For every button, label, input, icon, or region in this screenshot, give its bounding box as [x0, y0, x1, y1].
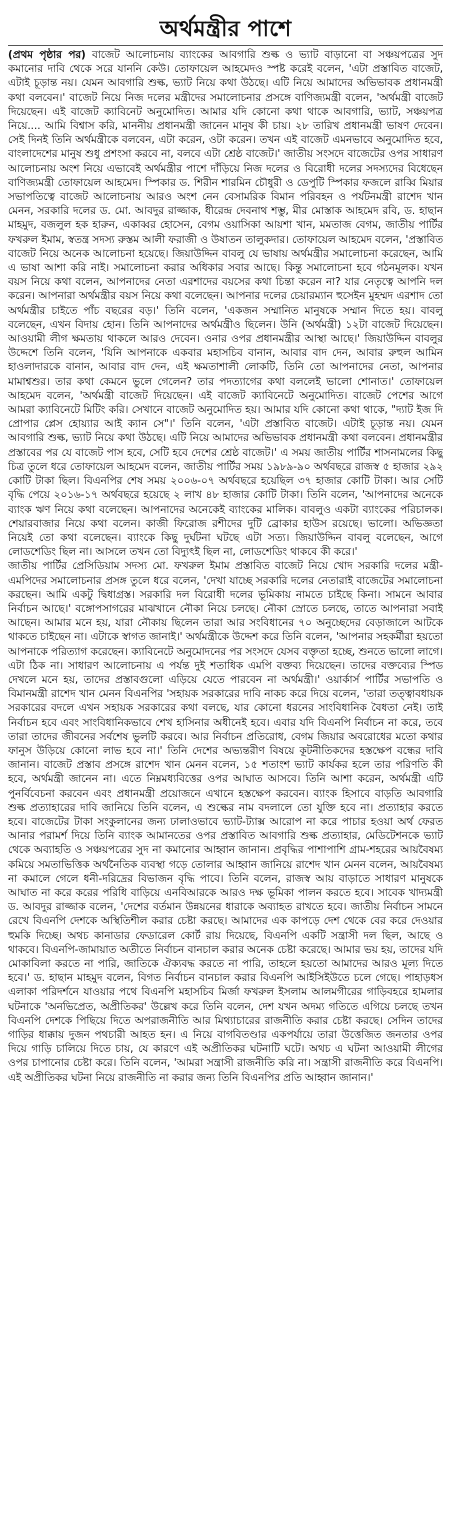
- article-paragraph-1: [8, 48, 443, 559]
- headline-divider: [8, 45, 443, 46]
- article-body: [8, 48, 443, 1524]
- cropped-top-strip: [8, 0, 443, 12]
- paragraph-text-1: বাজেট আলোচনায় ব্যাংকের আবগারি শুল্ক ও ভ্যাট বাড়ানো বা সঞ্চয়পত্রের সুদ কমানোর দাবি থেকে সরে যাননি কেউ। তোফায়েল আহমেদও স্পষ্ট করেই বলেন, 'এটা প্রস্তাবিত বাজেট, এটাই চূড়ান্ত নয়। যেমন আবগারি শুল্ক, ভ্যাট নিয়ে কথা উঠছে। এটি নিয়ে আমাদের অভিভাবক প্রধানমন্ত্রী কথা বলবেন।' বাজেট নিয়ে নিজ দলের মন্ত্রীদের সমালোচনার প্রসঙ্গে বাণিজ্যমন্ত্রী বলেন, 'অর্থমন্ত্রী বাজেট দিয়েছেন। এই বাজেট ক্যাবিনেট অনুমোদিত। আমার যদি কোনো কথা থাকে আবগারি, ভ্যাট, সঞ্চয়পত্র নিয়ে.... আমি বিশ্বাস করি, মাননীয় প্রধানমন্ত্রী জানেন মানুষ কী চায়। ২৮ তারিখ প্রধানমন্ত্রী ভাষণ দেবেন। সেই দিনই তিনি অর্থমন্ত্রীকে বলবেন, এটা করেন, ওটা করেন। তখন এই বাজেট এমনভাবে অনুমোদিত হবে, বাংলাদেশের মানুষ শুধু প্রশংসা করবে না, বলবে এটা শ্রেষ্ঠ বাজেট।' জাতীয় সংসদে বাজেটের ওপর সাধারণ আলোচনায় অংশ নিয়ে এভাবেই অর্থমন্ত্রীর পাশে দাঁড়িয়ে নিজ দলের ও বিরোধী দলের সদস্যদের বিধেছেন বাণিজ্যমন্ত্রী তোফায়েল আহমেদ। স্পিকার ড. শিরীন শারমিন চৌধুরী ও ডেপুটি স্পিকার ফজলে রাব্বি মিয়ার সভাপতিত্বে বাজেট আলোচনায় আরও অংশ নেন বেসামরিক বিমান পরিবহন ও পর্যটনমন্ত্রী রাশেদ খান মেনন, সরকারি দলের ড. মো. আবদুর রাজ্জাক, ধীরেন্দ্র দেবনাথ শম্ভু, মীর মোস্তাক আহমেদ রবি, ড. হাছান মাহমুদ, বজলুল হক হারুন, একাব্বর হোসেন, বেগম ওয়াসিকা আয়শা খান, মমতাজ বেগম, জাতীয় পার্টির ফখরুল ইমাম, স্বতন্ত্র সদস্য রুস্তম আলী ফরাজী ও উষাতন তালুকদার। তোফায়েল আহমেদ বলেন, 'প্রস্তাবিত বাজেট নিয়ে অনেক আলোচনা হয়েছে। জিয়াউদ্দিন বাবলু যে ভাষায় অর্থমন্ত্রীর সমালোচনা করেছেন, আমি এ ভাষা আশা করি নাই। সমালোচনা করার অধিকার সবার আছে। কিন্তু সমালোচনা হবে গঠনমূলক। যখন বয়স নিয়ে কথা বলেন, আপনাদের নেতা এরশাদের বয়সের কথা চিন্তা করেন না? যার নেতৃত্বে আপনি দল করেন। আপনারা অর্থমন্ত্রীর বয়স নিয়ে কথা বলেছেন। আপনার দলের চেয়ারম্যান হুসেইন মুহম্মদ এরশাদ তো অর্থমন্ত্রীর চাইতে পাঁচ বছরের বড়।' তিনি বলেন, 'একজন সম্মানিত মানুষকে সম্মান দিতে হয়। বাবলু বলেছেন, এখন বিদায় হোন। তিনি আপনাদের অর্থমন্ত্রীও ছিলেন। উনি (অর্থমন্ত্রী) ১২টা বাজেট দিয়েছেন। আওয়ামী লীগ ক্ষমতায় থাকলে আরও দেবেন। ওনার ওপর প্রধানমন্ত্রীর আস্থা আছে।' জিয়াউদ্দিন বাবলুর উদ্দেশে তিনি বলেন, 'যিনি আপনাকে একবার মহাসচিব বানান, আবার বাদ দেন, আবার রুহুল আমিন হাওলাদারকে বানান, আবার বাদ দেন, এই ক্ষমতাশালী লোকটি, তিনি তো আপনাদের নেতা, আপনার মামাশ্বশুর। তার কথা কেমনে ভুলে গেলেন? তার পদত্যাগের কথা বললেই ভালো শোনাত।' তোফায়েল আহমেদ বলেন, 'অর্থমন্ত্রী বাজেট দিয়েছেন। এই বাজেট ক্যাবিনেটে অনুমোদিত। বাজেট পেশের আগে আমরা ক্যাবিনেটে মিটিং করি। সেখানে বাজেট অনুমোদিত হয়। আমার যদি কোনো কথা থাকে, "দ্যাট ইজ দি প্রোপার প্লেস হোয়্যার আই ক্যান সে"।' তিনি বলেন, 'এটা প্রস্তাবিত বাজেট। এটাই চূড়ান্ত নয়। যেমন আবগারি শুল্ক, ভ্যাট নিয়ে কথা উঠছে। এটি নিয়ে আমাদের অভিভাবক প্রধানমন্ত্রী কথা বলবেন। প্রধানমন্ত্রীর প্রস্তাবের পর যে বাজেট পাস হবে, সেটি হবে দেশের শ্রেষ্ঠ বাজেট।' এ সময় জাতীয় পার্টির শাসনামলের কিছু চিত্র তুলে ধরে তোফায়েল আহমেদ বলেন, জাতীয় পার্টির সময় ১৯৮৯-৯০ অর্থবছরে রাজস্ব ৫ হাজার ২৯২ কোটি টাকা ছিল। বিএনপির শেষ সময় ২০০৬-০৭ অর্থবছরে হয়েছিল ৩৭ হাজার কোটি টাকা। আর সেটি বৃদ্ধি পেয়ে ২০১৬-১৭ অর্থবছরে হয়েছে ২ লাখ ৪৮ হাজার কোটি টাকা। তিনি বলেন, 'আপনাদের অনেকে ব্যাংক ঋণ নিয়ে কথা বলেছেন। আপনাদের অনেকেই ব্যাংকের মালিক। বাবলুও একটা ব্যাংকের পরিচালক। শেয়ারবাজার নিয়ে কথা বলেন। কাজী ফিরোজ রশীদের দুটি ব্রোকার হাউস রয়েছে। ভালো। অভিজ্ঞতা নিয়েই তো কথা বলেছেন। ব্যাংকে কিছু দুর্ঘটনা ঘটছে এটা সত্য। জিয়াউদ্দিন বাবলু বলেছেন, আগে লোডশেডিং ছিল না। আসলে তখন তো বিদ্যুৎই ছিল না, লোডশেডিং থাকবে কী করে।': [8, 49, 443, 559]
- paragraph-text-2: জাতীয় পার্টির প্রেসিডিয়াম সদস্য মো. ফখরুল ইমাম প্রস্তাবিত বাজেট নিয়ে খোদ সরকারি দলের মন্ত্রী-এমপিদের সমালোচনার প্রসঙ্গ তুলে ধরে বলেন, 'দেখা যাচ্ছে সরকারি দলের নেতারাই বাজেটের সমালোচনা করছেন। আমি একটু দ্বিধাগ্রস্ত। সরকারি দল বিরোধী দলের ভূমিকায় নামতে চাইছে কিনা। সামনে আবার নির্বাচন আছে।' বঙ্গোপসাগরের মাঝখানে নৌকা নিয়ে চলছে। নৌকা স্রোতে চলছে, তাতে আপনারা সবাই আছেন। আমার মনে হয়, যারা নৌকায় ছিলেন তারা আর সংবিধানের ৭০ অনুচ্ছেদের বেড়াজালে আটকে থাকতে চাইছেন না। এটাকে স্বাগত জানাই।' অর্থমন্ত্রীকে উদ্দেশ করে তিনি বলেন, 'আপনার সহকর্মীরা হয়তো আপনাকে পরিত্যাগ করেছেন। ক্যাবিনেটে অনুমোদনের পর সংসদে যেসব বক্তৃতা হচ্ছে, শুনতে ভালো লাগে। এটা ঠিক না। সাধারণ আলোচনায় এ পর্যন্ত দুই শতাধিক এমপি বক্তব্য দিয়েছেন। তাদের বক্তব্যের স্পিড দেখলে মনে হয়, তাদের প্রস্তাবগুলো এড়িয়ে যেতে পারবেন না অর্থমন্ত্রী।' ওয়ার্কার্স পার্টির সভাপতি ও বিমানমন্ত্রী রাশেদ খান মেনন বিএনপির 'সহায়ক সরকারের দাবি নাকচ করে দিয়ে বলেন, 'তারা তত্ত্বাবধায়ক সরকারের বদলে এখন সহায়ক সরকারের কথা বলছে, যার কোনো ধরনের সাংবিধানিক বৈধতা নেই। তাই নির্বাচন হবে এবং সাংবিধানিকভাবে শেখ হাসিনার অধীনেই হবে। এবার যদি বিএনপি নির্বাচন না করে, তবে তারা তাদের জীবনের সর্বশেষ ভুলটি করবে। আর নির্বাচন প্রতিরোধ, বেগম জিয়ার অবরোধের মতো কথার ফানুস উড়িয়ে কোনো লাভ হবে না।' তিনি দেশের অভ্যন্তরীণ বিষয়ে কূটনীতিকদের হস্তক্ষেপ বন্ধের দাবি জানান। বাজেট প্রস্তাব প্রসঙ্গে রাশেদ খান মেনন বলেন, ১৫ শতাংশ ভ্যাট কার্যকর হলে তার পরিণতি কী হবে, অর্থমন্ত্রী জানেন না। এতে নিম্নমধ্যবিত্তের ওপর আঘাত আসবে। তিনি আশা করেন, অর্থমন্ত্রী এটি পুনর্বিবেচনা করবেন এবং প্রধানমন্ত্রী প্রয়োজনে এখানে হস্তক্ষেপ করবেন। ব্যাংক হিসাবে বাড়তি আবগারি শুল্ক প্রত্যাহারের দাবি জানিয়ে তিনি বলেন, এ শুল্কের নাম বদলালে তো যুক্তি হবে না। প্রত্যাহার করতে হবে। বাজেটের টাকা সংকুলানের জন্য ঢালাওভাবে ভ্যাট-ট্যাক্স আরোপ না করে পাচার হওয়া অর্থ ফেরত আনার পরামর্শ দিয়ে তিনি ব্যাংক আমানতের ওপর প্রস্তাবিত আবগারি শুল্ক প্রত্যাহার, মেডিটেশনকে ভ্যাট থেকে অব্যাহতি ও সঞ্চয়পত্রের সুদ না কমানোর আহ্বান জানান। প্রবৃদ্ধির পাশাপাশি গ্রাম-শহরের আয়বৈষম্য কমিয়ে সমতাভিত্তিক অর্থনৈতিক ব্যবস্থা গড়ে তোলার আহ্বান জানিয়ে রাশেদ খান মেনন বলেন, আয়বৈষম্য না কমালে গেলে ধনী-দরিদ্রের বিভাজন বৃদ্ধি পাবে। তিনি বলেন, রাজস্ব আয় বাড়াতে সাধারণ মানুষকে আঘাত না করে করের পরিধি বাড়িয়ে এনবিআরকে আরও দক্ষ ভূমিকা পালন করতে হবে। সাবেক খাদ্যমন্ত্রী ড. আবদুর রাজ্জাক বলেন, 'দেশের বর্তমান উন্নয়নের ধারাকে অব্যাহত রাখতে হবে। জাতীয় নির্বাচন সামনে রেখে বিএনপি দেশকে অস্থিতিশীল করার চেষ্টা করছে। আমাদের এক কাপড়ে দেশ থেকে বের করে দেওয়ার হুমকি দিচ্ছে। অথচ কানাডার ফেডারেল কোর্ট রায় দিয়েছে, বিএনপি একটি সন্ত্রাসী দল ছিল, আছে ও থাকবে। বিএনপি-জামায়াত অতীতে নির্বাচন বানচাল করার অনেক চেষ্টা করেছে। আমার ভয় হয়, তাদের যদি মোকাবিলা করতে না পারি, জাতিকে ঐক্যবদ্ধ করতে না পারি, তাহলে হয়তো আমাদের আরও মূল্য দিতে হবে।' ড. হাছান মাহমুদ বলেন, বিগত নির্বাচন বানচাল করার বিএনপি আইসিইউতে চলে গেছে। পাহাড়ধস এলাকা পরিদর্শনে যাওয়ার পথে বিএনপি মহাসচিব মির্জা ফখরুল ইসলাম আলমগীরের গাড়িবহরে হামলার ঘটনাকে 'অনভিপ্রেত, অপ্রীতিকর' উল্লেখ করে তিনি বলেন, দেশ যখন অদম্য গতিতে এগিয়ে চলছে তখন বিএনপি দেশকে পিছিয়ে দিতে অপরাজনীতি আর মিথ্যাচারের রাজনীতি করার চেষ্টা করছে। সেদিন তাদের গাড়ির ধাক্কায় দুজন পথচারী আহত হন। এ নিয়ে বাগবিতণ্ডার একপর্যায়ে তারা উত্তেজিত জনতার ওপর দিয়ে গাড়ি চালিয়ে দিতে চায়, যে কারণে এই অপ্রীতিকর ঘটনাটি ঘটে। অথচ এ ঘটনা আওয়ামী লীগের ওপর চাপানোর চেষ্টা করে। তিনি বলেন, 'আমরা সন্ত্রাসী রাজনীতি করি না। সন্ত্রাসী রাজনীতি করে বিএনপি। এই অপ্রীতিকর ঘটনা নিয়ে রাজনীতি না করার জন্য তিনি বিএনপির প্রতি আহ্বান জানান।': [8, 560, 443, 1084]
- continuation-tag: (প্রথম পৃষ্ঠার পর): [8, 49, 86, 61]
- article-headline: অর্থমন্ত্রীর পাশে: [159, 16, 292, 42]
- article-paragraph-2: [8, 559, 443, 1085]
